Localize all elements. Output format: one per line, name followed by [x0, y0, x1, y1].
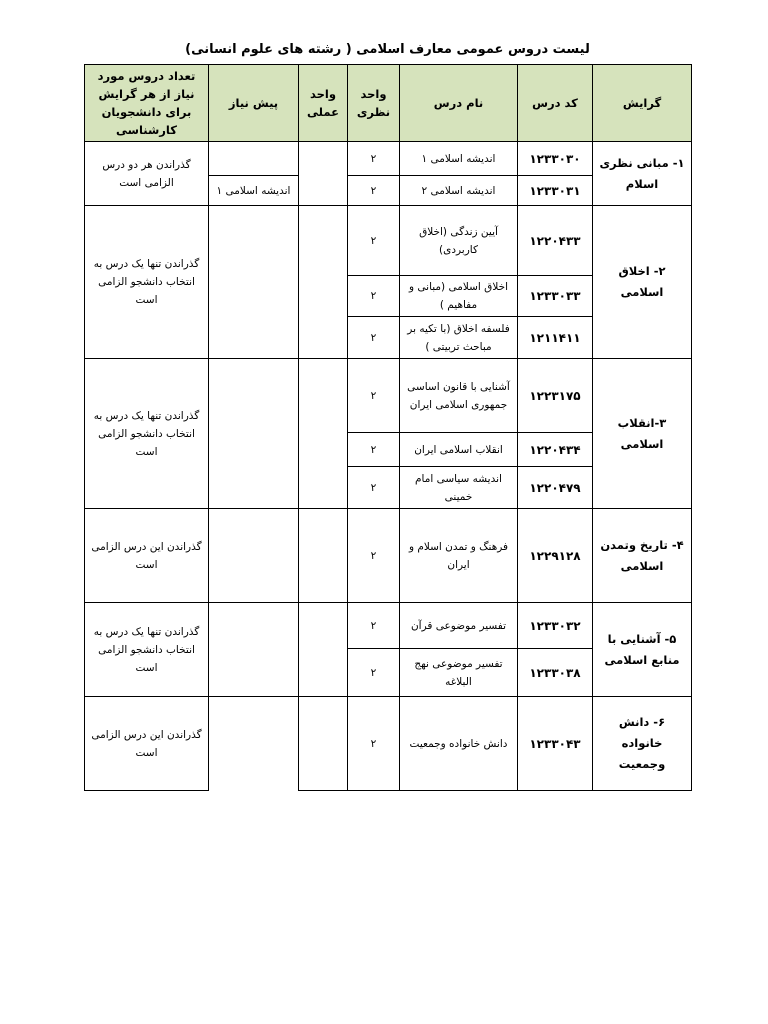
- theory-units-cell: ۲: [348, 433, 400, 467]
- theory-units-cell: ۲: [348, 206, 400, 276]
- theory-units-cell: ۲: [348, 142, 400, 176]
- practical-units-cell: [299, 359, 348, 509]
- table-row: [85, 142, 692, 176]
- course-code-cell: ۱۲۳۳۰۳۲: [518, 603, 593, 649]
- practical-units-cell: [299, 142, 348, 206]
- table-row: [85, 603, 692, 649]
- theory-units-cell: ۲: [348, 317, 400, 359]
- courses-table: [84, 64, 692, 791]
- theory-units-cell: ۲: [348, 649, 400, 697]
- prerequisite-cell: [209, 697, 299, 791]
- course-name-cell: اخلاق اسلامی (مبانی و مفاهیم ): [400, 276, 518, 317]
- course-code-cell: ۱۲۲۰۴۳۳: [518, 206, 593, 276]
- course-code-cell: ۱۲۳۳۰۳۰: [518, 142, 593, 176]
- course-name-cell: تفسیر موضوعی نهج البلاغه: [400, 649, 518, 697]
- group-name-cell: ۱- مبانی نظری اسلام: [593, 142, 692, 206]
- requirement-note-cell: گذراندن هر دو درس الزامی است: [85, 142, 209, 206]
- theory-units-cell: ۲: [348, 603, 400, 649]
- theory-units-cell: ۲: [348, 467, 400, 509]
- course-name-cell: انقلاب اسلامی ایران: [400, 433, 518, 467]
- requirement-note-cell: گذراندن تنها یک درس به انتخاب دانشجو الزامی است: [85, 359, 209, 509]
- table-row: [85, 509, 692, 603]
- header-practical-units: واحد عملی: [299, 65, 348, 142]
- prerequisite-cell: [209, 359, 299, 509]
- header-required-count: تعداد دروس مورد نیاز از هر گرایش برای دانشجویان کارشناسی: [85, 65, 209, 142]
- requirement-note-cell: گذراندن تنها یک درس به انتخاب دانشجو الزامی است: [85, 603, 209, 697]
- prerequisite-cell: اندیشه اسلامی ۱: [209, 176, 299, 206]
- course-code-cell: ۱۲۲۹۱۲۸: [518, 509, 593, 603]
- group-name-cell: ۴- تاریخ وتمدن اسلامی: [593, 509, 692, 603]
- header-theory-units: واحد نظری: [348, 65, 400, 142]
- course-name-cell: آیین زندگی (اخلاق کاربردی): [400, 206, 518, 276]
- course-name-cell: دانش خانواده وجمعیت: [400, 697, 518, 791]
- header-row: [85, 65, 692, 142]
- course-code-cell: ۱۲۳۳۰۴۳: [518, 697, 593, 791]
- header-group: گرایش: [593, 65, 692, 142]
- course-code-cell: ۱۲۳۳۰۳۸: [518, 649, 593, 697]
- course-name-cell: اندیشه سیاسی امام خمینی: [400, 467, 518, 509]
- course-code-cell: ۱۲۲۰۴۳۴: [518, 433, 593, 467]
- course-name-cell: اندیشه اسلامی ۱: [400, 142, 518, 176]
- course-code-cell: ۱۲۲۰۴۷۹: [518, 467, 593, 509]
- table-row: [85, 206, 692, 276]
- prerequisite-cell: [209, 142, 299, 176]
- requirement-note-cell: گذراندن تنها یک درس به انتخاب دانشجو الزامی است: [85, 206, 209, 359]
- course-code-cell: ۱۲۳۳۰۳۱: [518, 176, 593, 206]
- page-title: لیست دروس عمومی معارف اسلامی ( رشته های علوم انسانی): [185, 42, 590, 57]
- requirement-note-cell: گذراندن این درس الزامی است: [85, 697, 209, 791]
- course-name-cell: آشنایی با قانون اساسی جمهوری اسلامی ایران: [400, 359, 518, 433]
- prerequisite-cell: [209, 509, 299, 603]
- practical-units-cell: [299, 603, 348, 697]
- course-name-cell: اندیشه اسلامی ۲: [400, 176, 518, 206]
- practical-units-cell: [299, 206, 348, 359]
- course-code-cell: ۱۲۲۳۱۷۵: [518, 359, 593, 433]
- practical-units-cell: [299, 509, 348, 603]
- prerequisite-cell: [209, 206, 299, 359]
- course-code-cell: ۱۲۳۳۰۳۳: [518, 276, 593, 317]
- group-name-cell: ۵- آشنایی با منابع اسلامی: [593, 603, 692, 697]
- prerequisite-cell: [209, 603, 299, 697]
- theory-units-cell: ۲: [348, 509, 400, 603]
- requirement-note-cell: گذراندن این درس الزامی است: [85, 509, 209, 603]
- theory-units-cell: ۲: [348, 176, 400, 206]
- header-code: کد درس: [518, 65, 593, 142]
- table-row: [85, 697, 692, 791]
- header-prerequisite: پیش نیاز: [209, 65, 299, 142]
- course-code-cell: ۱۲۱۱۴۱۱: [518, 317, 593, 359]
- practical-units-cell: [299, 697, 348, 791]
- course-name-cell: فلسفه اخلاق (با تکیه بر مباحث تربیتی ): [400, 317, 518, 359]
- course-name-cell: تفسیر موضوعی قرآن: [400, 603, 518, 649]
- group-name-cell: ۳-انقلاب اسلامی: [593, 359, 692, 509]
- theory-units-cell: ۲: [348, 276, 400, 317]
- table-row: [85, 359, 692, 433]
- group-name-cell: ۲- اخلاق اسلامی: [593, 206, 692, 359]
- course-name-cell: فرهنگ و تمدن اسلام و ایران: [400, 509, 518, 603]
- header-name: نام درس: [400, 65, 518, 142]
- theory-units-cell: ۲: [348, 359, 400, 433]
- group-name-cell: ۶- دانش خانواده وجمعیت: [593, 697, 692, 791]
- theory-units-cell: ۲: [348, 697, 400, 791]
